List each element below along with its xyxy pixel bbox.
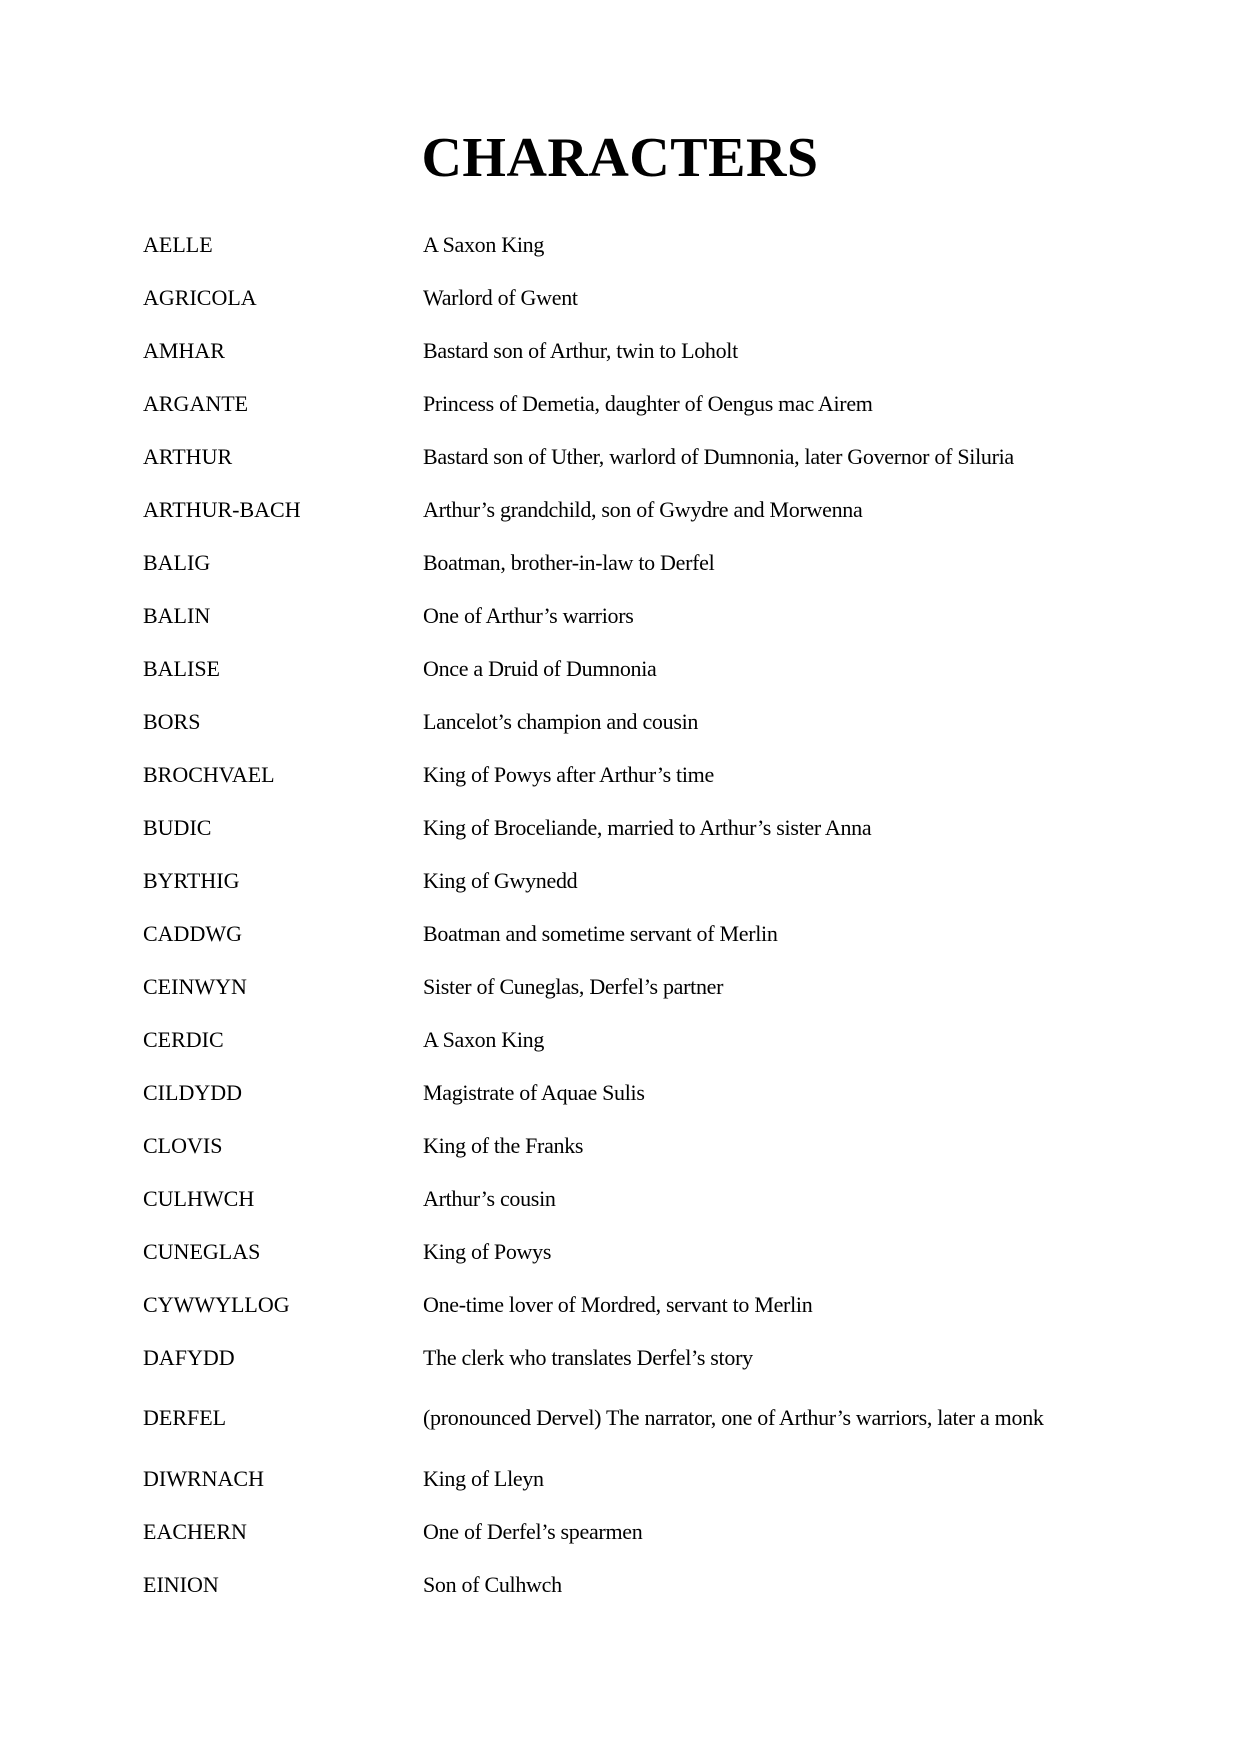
character-name: BALIG bbox=[143, 549, 211, 575]
character-name: BROCHVAEL bbox=[143, 761, 275, 787]
list-item bbox=[143, 1172, 1083, 1225]
character-description: Sister of Cuneglas, Derfel’s partner bbox=[423, 973, 724, 999]
character-list bbox=[143, 218, 1083, 1611]
character-description: Lancelot’s champion and cousin bbox=[423, 708, 699, 734]
character-description: Arthur’s cousin bbox=[423, 1185, 556, 1211]
character-description: Warlord of Gwent bbox=[423, 284, 578, 310]
character-description: King of the Franks bbox=[423, 1132, 584, 1158]
list-item bbox=[143, 748, 1083, 801]
character-name: DIWRNACH bbox=[143, 1465, 264, 1491]
character-name: AELLE bbox=[143, 231, 213, 257]
character-description: Once a Druid of Dumnonia bbox=[423, 655, 657, 681]
character-description: A Saxon King bbox=[423, 1026, 545, 1052]
character-name: DERFEL bbox=[143, 1405, 227, 1431]
list-item bbox=[143, 483, 1083, 536]
character-description: Bastard son of Arthur, twin to Loholt bbox=[423, 337, 738, 363]
character-name: CERDIC bbox=[143, 1026, 224, 1052]
list-item bbox=[143, 907, 1083, 960]
character-name: ARTHUR bbox=[143, 443, 233, 469]
character-name: AMHAR bbox=[143, 337, 225, 363]
character-description: Princess of Demetia, daughter of Oengus mac Airem bbox=[423, 390, 873, 416]
list-item bbox=[143, 1384, 1083, 1452]
character-description: Arthur’s grandchild, son of Gwydre and Morwenna bbox=[423, 496, 863, 522]
character-description: Boatman, brother-in-law to Derfel bbox=[423, 549, 715, 575]
character-name: AGRICOLA bbox=[143, 284, 257, 310]
character-description: (pronounced Dervel) The narrator, one of Arthur’s warriors, later a monk bbox=[423, 1405, 1044, 1431]
character-name: BUDIC bbox=[143, 814, 212, 840]
character-name: CYWWYLLOG bbox=[143, 1291, 290, 1317]
character-name: CULHWCH bbox=[143, 1185, 255, 1211]
character-description: The clerk who translates Derfel’s story bbox=[423, 1344, 753, 1370]
character-description: One of Derfel’s spearmen bbox=[423, 1518, 643, 1544]
list-item bbox=[143, 324, 1083, 377]
character-description: Bastard son of Uther, warlord of Dumnonia, later Governor of Siluria bbox=[423, 443, 1014, 469]
character-description: Boatman and sometime servant of Merlin bbox=[423, 920, 778, 946]
list-item bbox=[143, 1331, 1083, 1384]
character-name: BALIN bbox=[143, 602, 211, 628]
list-item bbox=[143, 1278, 1083, 1331]
character-name: EACHERN bbox=[143, 1518, 247, 1544]
list-item bbox=[143, 642, 1083, 695]
character-description: Magistrate of Aquae Sulis bbox=[423, 1079, 645, 1105]
character-description: King of Broceliande, married to Arthur’s sister Anna bbox=[423, 814, 872, 840]
character-description: One of Arthur’s warriors bbox=[423, 602, 634, 628]
character-name: CADDWG bbox=[143, 920, 242, 946]
character-description: King of Gwynedd bbox=[423, 867, 578, 893]
list-item bbox=[143, 536, 1083, 589]
list-item bbox=[143, 1066, 1083, 1119]
list-item bbox=[143, 1119, 1083, 1172]
list-item bbox=[143, 1505, 1083, 1558]
character-name: ARGANTE bbox=[143, 390, 249, 416]
list-item bbox=[143, 801, 1083, 854]
list-item bbox=[143, 960, 1083, 1013]
character-description: One-time lover of Mordred, servant to Merlin bbox=[423, 1291, 813, 1317]
list-item bbox=[143, 377, 1083, 430]
character-name: CUNEGLAS bbox=[143, 1238, 261, 1264]
character-name: CLOVIS bbox=[143, 1132, 223, 1158]
character-description: King of Powys bbox=[423, 1238, 552, 1264]
page-title: CHARACTERS bbox=[421, 127, 819, 189]
character-name: CEINWYN bbox=[143, 973, 247, 999]
list-item bbox=[143, 589, 1083, 642]
character-name: EINION bbox=[143, 1571, 219, 1597]
list-item bbox=[143, 430, 1083, 483]
list-item bbox=[143, 1013, 1083, 1066]
character-name: ARTHUR-BACH bbox=[143, 496, 301, 522]
character-description: King of Lleyn bbox=[423, 1465, 544, 1491]
character-name: CILDYDD bbox=[143, 1079, 242, 1105]
character-description: King of Powys after Arthur’s time bbox=[423, 761, 714, 787]
character-name: BORS bbox=[143, 708, 201, 734]
list-item bbox=[143, 1225, 1083, 1278]
character-description: Son of Culhwch bbox=[423, 1571, 562, 1597]
character-name: BYRTHIG bbox=[143, 867, 240, 893]
character-name: DAFYDD bbox=[143, 1344, 235, 1370]
list-item bbox=[143, 271, 1083, 324]
character-description: A Saxon King bbox=[423, 231, 545, 257]
list-item bbox=[143, 695, 1083, 748]
list-item bbox=[143, 1452, 1083, 1505]
list-item bbox=[143, 1558, 1083, 1611]
character-name: BALISE bbox=[143, 655, 220, 681]
list-item bbox=[143, 218, 1083, 271]
list-item bbox=[143, 854, 1083, 907]
